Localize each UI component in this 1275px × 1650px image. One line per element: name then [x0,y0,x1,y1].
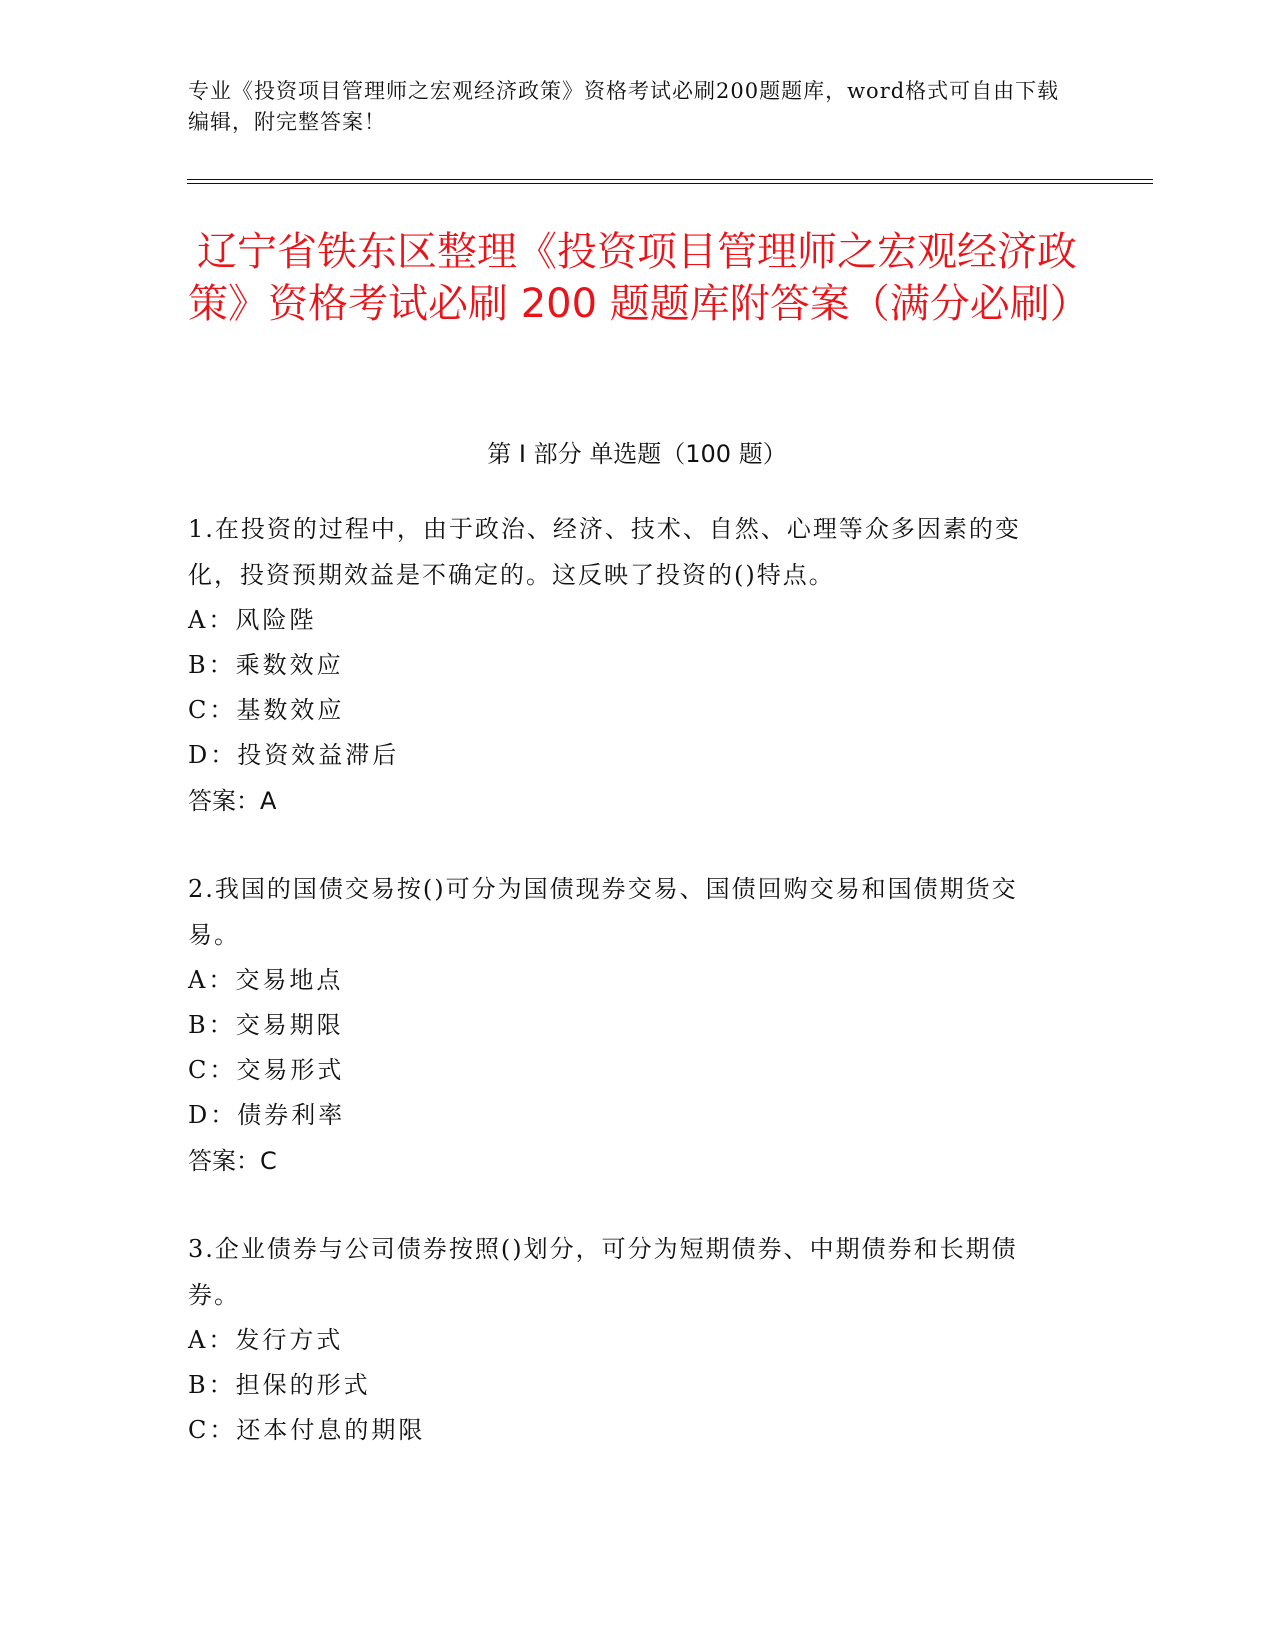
option-c: C：交易形式 [188,1056,345,1084]
option-a: A：风险陛 [188,606,317,634]
section-heading: 第 I 部分 单选题（100 题） [487,440,787,468]
option-b: B：乘数效应 [188,651,344,679]
option-b: B：担保的形式 [188,1371,371,1399]
question-stem: 2.我国的国债交易按()可分为国债现券交易、国债回购交易和国债期货交易。 [188,875,1018,949]
header-rule-top [187,179,1153,180]
document-title: 辽宁省铁东区整理《投资项目管理师之宏观经济政策》资格考试必刷 200 题题库附答案（满分必刷） [188,229,1090,327]
option-c: C：还本付息的期限 [188,1416,426,1444]
option-b: B：交易期限 [188,1011,344,1039]
answer: 答案：A [188,787,277,815]
question-2 [188,866,1068,1184]
header-rule-bottom [187,183,1153,184]
option-d: D：债券利率 [188,1101,346,1129]
question-stem: 3.企业债券与公司债券按照()划分，可分为短期债券、中期债券和长期债券。 [188,1235,1018,1309]
question-stem: 1.在投资的过程中，由于政治、经济、技术、自然、心理等众多因素的变化，投资预期效益是不确定的。这反映了投资的()特点。 [188,515,1021,589]
option-d: D：投资效益滞后 [188,741,400,769]
question-1 [188,506,1068,824]
answer: 答案：C [188,1147,277,1175]
option-a: A：交易地点 [188,966,344,994]
header-note: 专业《投资项目管理师之宏观经济政策》资格考试必刷200题题库，word格式可自由下载编辑，附完整答案！ [188,79,1060,134]
question-3 [188,1226,1068,1453]
option-c: C：基数效应 [188,696,345,724]
option-a: A：发行方式 [188,1326,344,1354]
